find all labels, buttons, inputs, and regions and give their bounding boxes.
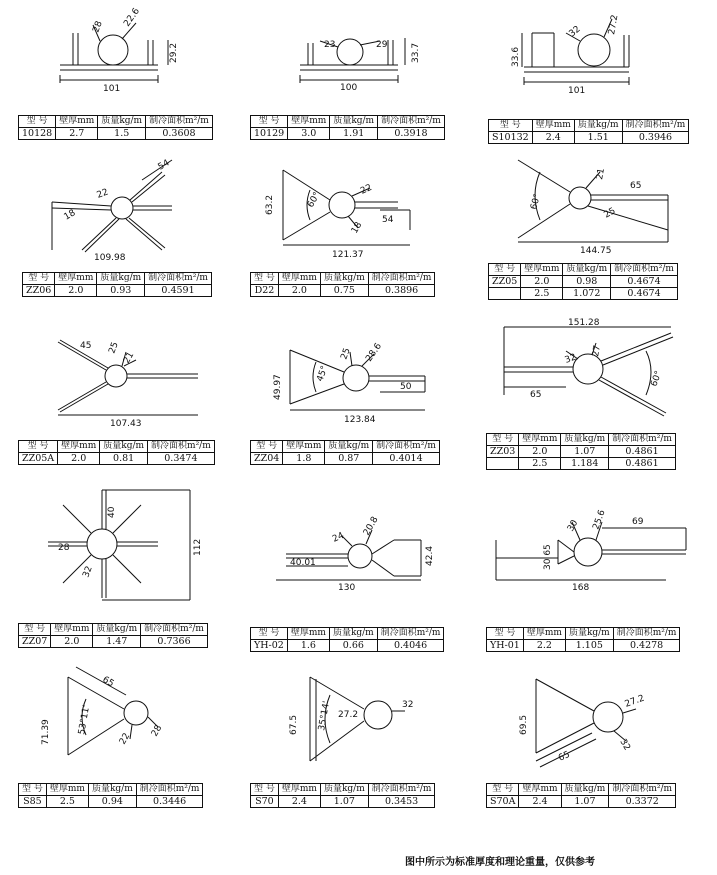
col-area: 制冷面积m²/m xyxy=(368,784,435,796)
cell: 2.0 xyxy=(55,285,97,297)
profile-S85 xyxy=(18,665,244,875)
col-thickness: 壁厚mm xyxy=(532,120,574,132)
dim-label: 25.6 xyxy=(591,508,608,532)
dim-label: 50 xyxy=(400,382,412,392)
cell: 1.91 xyxy=(330,128,378,140)
col-model: 型 号 xyxy=(487,434,519,446)
profile-drawing xyxy=(246,500,472,615)
profile-ZZ04 xyxy=(250,320,476,530)
col-model: 型 号 xyxy=(487,784,519,796)
col-area: 制冷面积m²/m xyxy=(141,624,208,636)
cell: 2.4 xyxy=(532,132,574,144)
dim-label: 107.43 xyxy=(110,419,142,429)
col-area: 制冷面积m²/m xyxy=(373,441,440,453)
cell: 0.3946 xyxy=(622,132,689,144)
dim-label: 23 xyxy=(324,40,336,50)
cell: 0.3446 xyxy=(136,796,203,808)
cell: D22 xyxy=(251,285,279,297)
col-mass: 质量kg/m xyxy=(574,120,622,132)
dim-label: 27.2 xyxy=(338,710,359,720)
dim-label: 28 xyxy=(149,723,165,739)
col-mass: 质量kg/m xyxy=(93,624,141,636)
dim-label: 60° xyxy=(649,369,665,389)
col-area: 制冷面积m²/m xyxy=(148,441,215,453)
dim-label: 22.6 xyxy=(122,6,142,29)
col-mass: 质量kg/m xyxy=(320,784,368,796)
dim-label: 65 xyxy=(557,749,572,764)
dim-label: 69 xyxy=(632,517,644,527)
col-area: 制冷面积m²/m xyxy=(622,120,689,132)
dim-label: 25 xyxy=(339,346,353,362)
dim-label: 22 xyxy=(359,182,374,197)
col-thickness: 壁厚mm xyxy=(58,441,100,453)
col-thickness: 壁厚mm xyxy=(56,116,98,128)
dim-label: 45 xyxy=(80,341,92,351)
cell: 1.105 xyxy=(565,640,613,652)
cell: 0.4861 xyxy=(609,446,676,458)
dim-label: 63.2 xyxy=(265,194,275,215)
cell: 0.75 xyxy=(320,285,368,297)
cell: 2.0 xyxy=(58,453,100,465)
dim-label: 29.2 xyxy=(169,42,179,63)
spec-table xyxy=(18,623,208,648)
cell: 1.47 xyxy=(93,636,141,648)
dim-label: 32 xyxy=(617,737,632,753)
col-area: 制冷面积m²/m xyxy=(609,784,676,796)
cell: 0.4278 xyxy=(613,640,680,652)
cell: 0.3608 xyxy=(146,128,213,140)
col-mass: 质量kg/m xyxy=(325,441,373,453)
cell: 1.5 xyxy=(98,128,146,140)
cell: 1.8 xyxy=(283,453,325,465)
cell: 0.66 xyxy=(329,640,377,652)
cell: 1.07 xyxy=(561,796,609,808)
dim-label: 33.7 xyxy=(411,42,421,63)
col-model: 型 号 xyxy=(19,784,47,796)
dim-label: 25 xyxy=(107,340,121,356)
dim-label: 18 xyxy=(349,220,365,236)
profile-ZZ03 xyxy=(486,315,712,525)
dim-label: 112 xyxy=(193,538,203,556)
cell: S10132 xyxy=(489,132,533,144)
col-thickness: 壁厚mm xyxy=(55,273,97,285)
profile-drawing xyxy=(488,150,714,265)
cell: 0.87 xyxy=(325,453,373,465)
col-model: 型 号 xyxy=(489,264,521,276)
cell: 1.184 xyxy=(561,458,609,470)
profile-drawing xyxy=(250,5,476,110)
col-model: 型 号 xyxy=(19,624,51,636)
cell: 2.4 xyxy=(278,796,320,808)
dim-label: 130 xyxy=(338,583,356,593)
dim-label: 65 xyxy=(100,674,116,690)
col-thickness: 壁厚mm xyxy=(521,264,563,276)
dim-label: 27.2 xyxy=(623,693,646,710)
spec-table xyxy=(250,272,435,297)
dim-label: 109.98 xyxy=(94,253,126,263)
col-mass: 质量kg/m xyxy=(565,628,613,640)
cell: 0.94 xyxy=(88,796,136,808)
cell: 1.51 xyxy=(574,132,622,144)
cell: 0.7366 xyxy=(141,636,208,648)
cell: 2.0 xyxy=(278,285,320,297)
col-thickness: 壁厚mm xyxy=(278,273,320,285)
dim-label: 24 xyxy=(331,530,346,545)
cell: 0.81 xyxy=(100,453,148,465)
spec-table xyxy=(18,115,213,140)
col-model: 型 号 xyxy=(251,441,283,453)
col-model: 型 号 xyxy=(23,273,55,285)
col-thickness: 壁厚mm xyxy=(288,116,330,128)
dim-label: 42.4 xyxy=(425,545,435,566)
dim-label: 28 xyxy=(58,543,70,553)
profile-drawing xyxy=(18,665,244,780)
profile-drawing xyxy=(18,5,244,110)
dim-label: 27 xyxy=(591,344,603,358)
col-mass: 质量kg/m xyxy=(561,434,609,446)
col-area: 制冷面积m²/m xyxy=(145,273,212,285)
cell: 10129 xyxy=(251,128,288,140)
spec-table xyxy=(488,263,678,300)
dim-label: 69.5 xyxy=(519,714,529,735)
cell: 0.93 xyxy=(97,285,145,297)
profile-S70 xyxy=(250,665,476,875)
col-model: 型 号 xyxy=(487,628,524,640)
cell: ZZ06 xyxy=(23,285,55,297)
dim-label: 168 xyxy=(572,583,590,593)
dim-label: 40.01 xyxy=(290,558,316,568)
spec-table xyxy=(486,783,676,808)
dim-label: 151.28 xyxy=(568,318,600,328)
dim-label: 45° xyxy=(315,364,331,384)
profile-drawing xyxy=(18,478,244,618)
dim-label: 18 xyxy=(62,208,78,223)
col-area: 制冷面积m²/m xyxy=(613,628,680,640)
dim-label: 65 xyxy=(630,181,642,191)
spec-table xyxy=(250,115,445,140)
cell: 0.3896 xyxy=(368,285,435,297)
dim-label: 22 xyxy=(95,187,110,201)
dim-label: 20.8 xyxy=(361,515,381,538)
spec-table xyxy=(22,272,212,297)
dim-label: 53°11' xyxy=(77,704,93,736)
cell: 0.98 xyxy=(563,276,611,288)
spec-table xyxy=(250,440,440,465)
dim-label: 28.6 xyxy=(364,341,384,364)
col-thickness: 壁厚mm xyxy=(51,624,93,636)
dim-label: 32 xyxy=(402,700,414,710)
col-mass: 质量kg/m xyxy=(97,273,145,285)
cell: S85 xyxy=(19,796,47,808)
cell xyxy=(489,288,521,300)
cell: 0.3918 xyxy=(378,128,445,140)
cell: 2.5 xyxy=(46,796,88,808)
cell: ZZ05A xyxy=(19,453,58,465)
col-mass: 质量kg/m xyxy=(563,264,611,276)
cell: ZZ03 xyxy=(487,446,519,458)
col-thickness: 壁厚mm xyxy=(519,784,561,796)
col-thickness: 壁厚mm xyxy=(278,784,320,796)
dim-label: 25 xyxy=(602,206,618,221)
col-area: 制冷面积m²/m xyxy=(378,116,445,128)
col-area: 制冷面积m²/m xyxy=(146,116,213,128)
cell: 2.4 xyxy=(519,796,561,808)
dim-label: 54 xyxy=(382,215,394,225)
col-model: 型 号 xyxy=(489,120,533,132)
col-mass: 质量kg/m xyxy=(88,784,136,796)
col-thickness: 壁厚mm xyxy=(519,434,561,446)
cell: 3.0 xyxy=(288,128,330,140)
cell: 0.4014 xyxy=(373,453,440,465)
dim-label: 71.39 xyxy=(41,719,51,745)
profile-drawing xyxy=(250,665,476,780)
dim-label: 101 xyxy=(103,84,121,94)
dim-label: 32 xyxy=(567,24,583,40)
cell: ZZ07 xyxy=(19,636,51,648)
col-model: 型 号 xyxy=(251,273,279,285)
profile-drawing xyxy=(250,150,476,270)
col-mass: 质量kg/m xyxy=(100,441,148,453)
cell: S70 xyxy=(251,796,279,808)
dim-label: 65 xyxy=(530,390,542,400)
spec-table xyxy=(486,433,676,470)
col-model: 型 号 xyxy=(19,441,58,453)
cell: 0.4046 xyxy=(377,640,444,652)
cell: ZZ04 xyxy=(251,453,283,465)
dim-label: 144.75 xyxy=(580,246,612,256)
cell: 0.3474 xyxy=(148,453,215,465)
dim-label: 32 xyxy=(563,352,578,366)
col-thickness: 壁厚mm xyxy=(283,441,325,453)
dim-label: 22 xyxy=(117,731,133,747)
dim-label: 60° xyxy=(529,192,544,211)
cell: 1.072 xyxy=(563,288,611,300)
cell: 2.2 xyxy=(523,640,565,652)
col-area: 制冷面积m²/m xyxy=(609,434,676,446)
col-thickness: 壁厚mm xyxy=(287,628,329,640)
profile-drawing xyxy=(486,500,712,615)
dim-label: 33.6 xyxy=(511,46,521,67)
dim-label: 28 xyxy=(91,19,105,35)
cell: 0.4591 xyxy=(145,285,212,297)
col-area: 制冷面积m²/m xyxy=(377,628,444,640)
dim-label: 60° xyxy=(305,190,323,210)
col-thickness: 壁厚mm xyxy=(523,628,565,640)
cell: 1.07 xyxy=(320,796,368,808)
spec-table xyxy=(18,440,215,465)
dim-label: 30 xyxy=(565,518,581,534)
dim-label: 40 xyxy=(107,506,117,518)
cell: 2.0 xyxy=(51,636,93,648)
cell: ZZ05 xyxy=(489,276,521,288)
dim-label: 32 xyxy=(81,564,95,580)
profile-S70A xyxy=(486,665,712,875)
col-mass: 质量kg/m xyxy=(329,628,377,640)
dim-label: 101 xyxy=(568,86,586,96)
cell: 1.6 xyxy=(287,640,329,652)
profile-drawing xyxy=(486,315,712,430)
cell: S70A xyxy=(487,796,519,808)
profile-drawing xyxy=(18,320,244,435)
dim-label: 49.97 xyxy=(273,374,283,400)
dim-label: 35°14' xyxy=(317,700,333,732)
cell: 0.4674 xyxy=(611,276,678,288)
profile-drawing xyxy=(486,665,712,780)
col-model: 型 号 xyxy=(19,116,56,128)
cell: 1.07 xyxy=(561,446,609,458)
col-thickness: 壁厚mm xyxy=(46,784,88,796)
dim-label: 21 xyxy=(595,167,607,181)
cell: 0.4674 xyxy=(611,288,678,300)
cell: YH-01 xyxy=(487,640,524,652)
spec-table xyxy=(488,119,689,144)
dim-label: 121.37 xyxy=(332,250,364,260)
col-model: 型 号 xyxy=(251,784,279,796)
col-area: 制冷面积m²/m xyxy=(136,784,203,796)
cell: 2.0 xyxy=(521,276,563,288)
col-model: 型 号 xyxy=(251,628,288,640)
cell: YH-02 xyxy=(251,640,288,652)
cell: 2.5 xyxy=(521,288,563,300)
spec-table xyxy=(486,627,680,652)
dim-label: 21 xyxy=(121,350,137,366)
profile-ZZ07 xyxy=(18,478,244,688)
col-mass: 质量kg/m xyxy=(98,116,146,128)
cell xyxy=(487,458,519,470)
dim-label: 67.5 xyxy=(289,714,299,735)
col-mass: 质量kg/m xyxy=(561,784,609,796)
dim-label: 30 65 xyxy=(543,544,553,570)
col-mass: 质量kg/m xyxy=(320,273,368,285)
cell: 2.7 xyxy=(56,128,98,140)
cell: 10128 xyxy=(19,128,56,140)
cell: 0.3372 xyxy=(609,796,676,808)
col-area: 制冷面积m²/m xyxy=(368,273,435,285)
dim-label: 100 xyxy=(340,83,358,93)
dim-label: 29 xyxy=(376,40,388,50)
col-model: 型 号 xyxy=(251,116,288,128)
footer-note: 图中所示为标准厚度和理论重量，仅供参考 xyxy=(405,857,595,868)
cell: 0.3453 xyxy=(368,796,435,808)
profile-drawing xyxy=(250,320,476,435)
dim-label: 123.84 xyxy=(344,415,376,425)
col-mass: 质量kg/m xyxy=(330,116,378,128)
profile-drawing xyxy=(484,5,710,110)
spec-table xyxy=(18,783,203,808)
spec-table xyxy=(250,783,435,808)
profile-drawing xyxy=(22,150,248,270)
cell: 2.0 xyxy=(519,446,561,458)
spec-table xyxy=(250,627,444,652)
col-area: 制冷面积m²/m xyxy=(611,264,678,276)
dim-label: 54 xyxy=(156,158,172,173)
cell: 2.5 xyxy=(519,458,561,470)
cell: 0.4861 xyxy=(609,458,676,470)
dim-label: 27.2 xyxy=(607,14,621,36)
